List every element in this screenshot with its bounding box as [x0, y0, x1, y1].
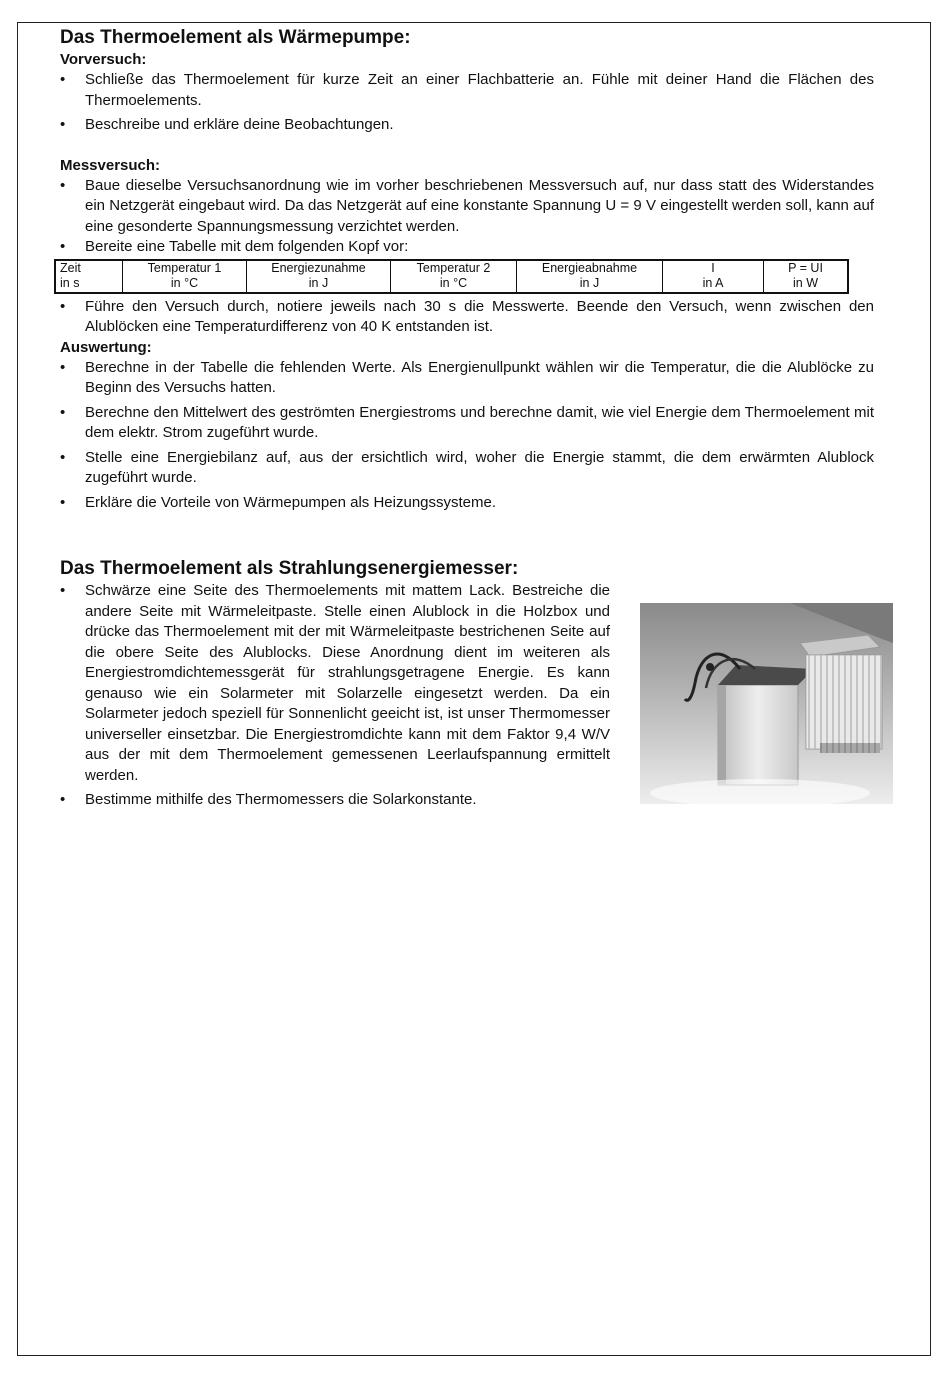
- table-header-cell: I in A: [663, 260, 764, 293]
- table-header-cell: Energiezunahme in J: [247, 260, 391, 293]
- table-header-cell: Temperatur 2 in °C: [391, 260, 517, 293]
- section1-title: Das Thermoelement als Wärmepumpe:: [60, 27, 411, 48]
- list-item: • Bereite eine Tabelle mit dem folgenden Kopf vor:: [60, 237, 874, 258]
- list-item: • Berechne in der Tabelle die fehlenden Werte. Als Energienullpunkt wählen wir die Temperatur, die die Alublöcke zu Beginn des Versuchs hatten.: [60, 358, 874, 399]
- table-header-cell: P = UI in W: [764, 260, 849, 293]
- messversuch-heading: Messversuch:: [60, 156, 161, 174]
- table-header-cell: Energieabnahme in J: [517, 260, 663, 293]
- auswertung-heading: Auswertung:: [60, 338, 152, 356]
- table-header-cell: Zeit in s: [60, 260, 81, 290]
- messversuch-list: [60, 176, 874, 258]
- table-header-template: [54, 259, 849, 294]
- list-item: • Beschreibe und erkläre deine Beobachtungen.: [60, 115, 874, 136]
- worksheet: [60, 26, 874, 811]
- list-item: • Bestimme mithilfe des Thermomessers die Solarkonstante.: [60, 790, 610, 811]
- list-item: • Stelle eine Energiebilanz auf, aus der ersichtlich wird, woher die Energie stammt, die dem erwärmten Alublock zugeführt wurde.: [60, 448, 874, 489]
- messversuch-list-cont: [60, 297, 874, 338]
- section2-list: [60, 581, 610, 811]
- section2-title: Das Thermoelement als Strahlungsenergiemesser:: [60, 558, 519, 579]
- section2: [60, 557, 874, 811]
- list-item: • Baue dieselbe Versuchsanordnung wie im vorher beschriebenen Messversuch auf, nur dass statt des Widerstandes ein Netzgerät eingebaut wird. Da das Netzgerät auf eine konstante Spannung U = 9 V eingestellt werden soll, kann auf eine gesonderte Spannungsmessung verzichtet werden.: [60, 176, 874, 238]
- list-item: • Schwärze eine Seite des Thermoelements mit mattem Lack. Bestreiche die andere Seite mit Wärmeleitpaste. Stelle einen Alublock in die Holzbox und drücke das Thermoelement mit der mit Wärmeleitpaste bestrichenen Seite auf die obere Seite des Alublocks. Diese Anordnung dient im weiteren als Energiestromdichtemessgerät für strahlungsgetragene Energie. Es kann genauso wie ein Solarmeter mit Solarzelle eingesetzt werden. Da ein Solarmeter jedoch speziell für Sonnenlicht geeicht ist, ist unser Thermomesser universeller einsetzbar. Die Energiestromdichte kann mit dem Faktor 9,4 W/V aus der mit dem Thermoelement gemessenen Leerlaufspannung ermittelt werden.: [60, 581, 610, 786]
- auswertung-list: [60, 358, 874, 514]
- list-item: • Schließe das Thermoelement für kurze Zeit an einer Flachbatterie an. Fühle mit deiner Hand die Flächen des Thermoelements.: [60, 70, 874, 111]
- list-item: • Berechne den Mittelwert des geströmten Energiestroms und berechne damit, wie viel Energie dem Thermoelement mit dem elektr. Strom zugeführt wurde.: [60, 403, 874, 444]
- thermoelement-photo: [640, 603, 893, 804]
- list-item: • Führe den Versuch durch, notiere jeweils nach 30 s die Messwerte. Beende den Versuch, wenn zwischen den Alublöcken eine Temperaturdifferenz von 40 K entstanden ist.: [60, 297, 874, 338]
- vorversuch-heading: Vorversuch:: [60, 51, 147, 68]
- list-item: • Erkläre die Vorteile von Wärmepumpen als Heizungssysteme.: [60, 493, 874, 514]
- vorversuch-list: [60, 70, 874, 136]
- table-header-cell: Temperatur 1 in °C: [123, 260, 247, 293]
